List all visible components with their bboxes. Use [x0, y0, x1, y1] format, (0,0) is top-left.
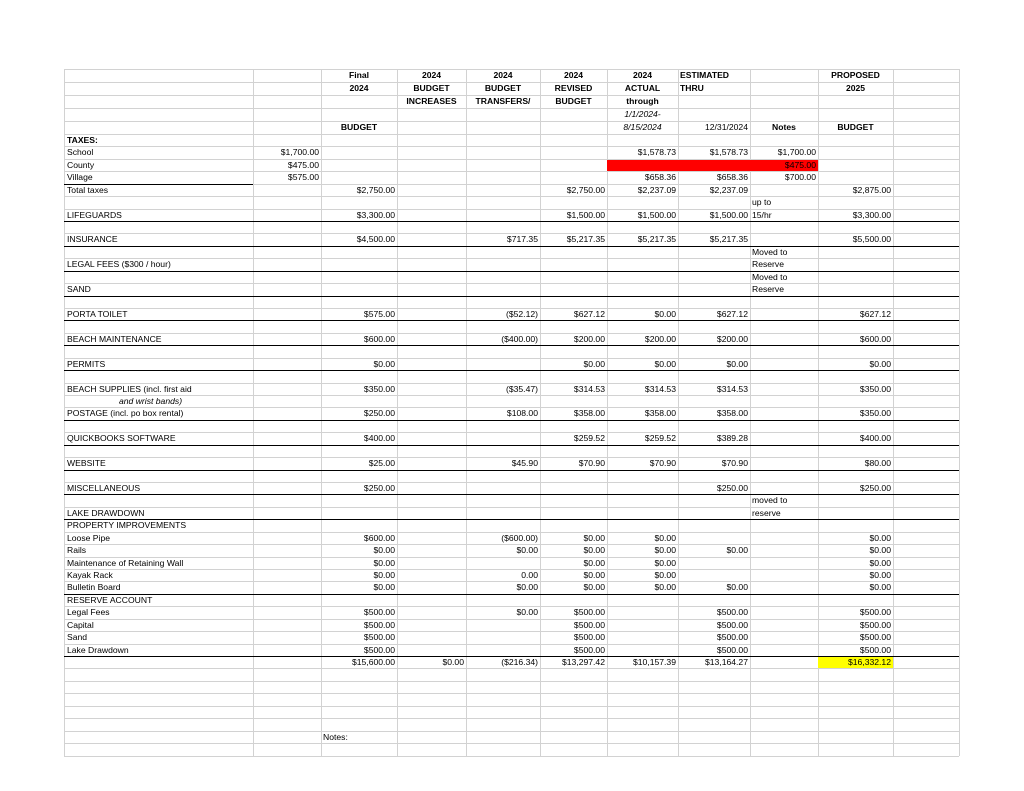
line-item-label: BEACH MAINTENANCE	[67, 333, 162, 344]
line-item-proposed: $80.00	[864, 458, 891, 469]
grid-line-vertical	[818, 69, 819, 756]
line-item-proposed: $2,875.00	[852, 184, 891, 195]
tax-pre: $475.00	[287, 159, 319, 170]
header-actual_through-line3: 1/1/2024-	[624, 109, 661, 119]
line-item-estimated: $250.00	[716, 483, 748, 494]
line-item-transfers: ($35.47)	[505, 383, 538, 394]
grid-line-vertical	[607, 69, 608, 756]
line-item-revised: $5,217.35	[566, 234, 605, 245]
tax-label: Village	[67, 172, 93, 183]
line-item-revised: $0.00	[583, 582, 605, 593]
line-item-transfers: $0.00	[516, 545, 538, 556]
line-item-proposed: $350.00	[859, 408, 891, 419]
line-item-label: INSURANCE	[67, 234, 118, 245]
header-estimated_thru-line1: THRU	[680, 83, 704, 93]
beach-maintenance-rule	[64, 345, 959, 346]
header-budget_transfers-line1: BUDGET	[484, 83, 522, 93]
tax-actual: $1,578.73	[637, 147, 676, 158]
line-item-revised: $1,500.00	[566, 209, 605, 220]
line-item-notes: moved to	[752, 495, 788, 506]
line-item-revised: $2,750.00	[566, 184, 605, 195]
tax-notes: $475.00	[784, 159, 816, 170]
line-item-revised: $0.00	[583, 545, 605, 556]
grid-line-vertical	[397, 69, 398, 756]
header-budget_increases-line2: INCREASES	[406, 96, 457, 106]
header-budget_increases-line1: BUDGET	[413, 83, 450, 93]
line-item-proposed: $5,500.00	[852, 234, 891, 245]
line-item-label: PERMITS	[67, 358, 106, 369]
line-item-label: Lake Drawdown	[67, 644, 129, 655]
header-final_2024-line0: Final	[348, 70, 370, 80]
grand-total-final: $15,600.00	[351, 657, 395, 668]
grid-line-vertical	[64, 69, 65, 756]
line-item-proposed: $500.00	[859, 619, 891, 630]
line-item-final: $25.00	[368, 458, 395, 469]
header-revised_budget-line0: 2024	[563, 70, 584, 80]
line-item-final: $600.00	[363, 532, 395, 543]
line-item-actual: $200.00	[644, 333, 676, 344]
grid-line-horizontal	[64, 743, 959, 744]
tax-actual: $658.36	[644, 172, 676, 183]
header-proposed_2025-line1: 2025	[845, 83, 866, 93]
grid-line-vertical	[959, 69, 960, 756]
line-item-proposed: $500.00	[859, 632, 891, 643]
line-item-estimated: $0.00	[726, 358, 748, 369]
line-item-final: $250.00	[363, 408, 395, 419]
line-item-estimated: $314.53	[716, 383, 748, 394]
line-item-notes: 15/hr	[752, 209, 772, 220]
line-item-label: Rails	[67, 545, 87, 556]
line-item-revised: $259.52	[573, 433, 605, 444]
line-item-label: Total taxes	[67, 184, 109, 195]
header-proposed_2025-line0: PROPOSED	[831, 70, 880, 80]
line-item-estimated: $2,237.09	[709, 184, 748, 195]
line-item-final: $250.00	[363, 483, 395, 494]
line-item-final: $0.00	[373, 570, 395, 581]
grid-line-horizontal	[64, 706, 959, 707]
line-item-estimated: $500.00	[716, 632, 748, 643]
line-item-proposed: $0.00	[869, 557, 891, 568]
grid-line-vertical	[321, 69, 322, 756]
line-item-label: QUICKBOOKS SOFTWARE	[67, 433, 176, 444]
line-item-actual: $259.52	[644, 433, 676, 444]
lifeguards-rule	[64, 221, 959, 222]
grid-line-horizontal	[64, 693, 959, 694]
line-item-estimated: $1,500.00	[709, 209, 748, 220]
line-item-estimated: $389.28	[716, 433, 748, 444]
line-item-actual: $0.00	[654, 582, 676, 593]
line-item-revised: $500.00	[573, 644, 605, 655]
line-item-revised: $0.00	[583, 358, 605, 369]
line-item-label: BEACH SUPPLIES (incl. first aid	[67, 383, 192, 394]
line-item-estimated: $0.00	[726, 545, 748, 556]
line-item-proposed: $600.00	[859, 333, 891, 344]
line-item-actual: $0.00	[654, 358, 676, 369]
postage-rule	[64, 420, 959, 421]
line-item-actual: $1,500.00	[637, 209, 676, 220]
line-item-final: $500.00	[363, 619, 395, 630]
line-item-revised: $314.53	[573, 383, 605, 394]
line-item-transfers: ($600.00)	[501, 532, 538, 543]
line-item-label: Bulletin Board	[67, 582, 121, 593]
misc-rule	[64, 494, 959, 495]
totals-rule	[64, 656, 959, 657]
grid-line-horizontal	[64, 731, 959, 732]
line-item-label: SAND	[67, 284, 91, 295]
line-item-notes: Reserve	[752, 259, 784, 270]
header-estimated_thru-line4: 12/31/2024	[704, 122, 748, 132]
line-item-label: Maintenance of Retaining Wall	[67, 557, 184, 568]
line-item-transfers: $108.00	[506, 408, 538, 419]
header-actual_through-line2: through	[626, 96, 659, 106]
line-item-proposed: $0.00	[869, 545, 891, 556]
line-item-estimated: $358.00	[716, 408, 748, 419]
header-budget_transfers-line2: TRANSFERS/	[475, 96, 531, 106]
tax-notes: $1,700.00	[777, 147, 816, 158]
line-item-label: PROPERTY IMPROVEMENTS	[67, 520, 187, 531]
tax-notes: $700.00	[784, 172, 816, 183]
line-item-label: POSTAGE (incl. po box rental)	[67, 408, 184, 419]
line-item-revised: $358.00	[573, 408, 605, 419]
grid-line-vertical	[540, 69, 541, 756]
insurance-rule	[64, 246, 959, 247]
line-item-proposed: $500.00	[859, 644, 891, 655]
header-budget_transfers-line0: 2024	[493, 70, 513, 80]
line-item-revised: $627.12	[573, 309, 605, 320]
line-item-label: MISCELLANEOUS	[67, 483, 141, 494]
line-item-final: $500.00	[363, 607, 395, 618]
line-item-actual: $0.00	[654, 570, 676, 581]
tax-label: County	[67, 159, 95, 170]
line-item-estimated: $500.00	[716, 619, 748, 630]
line-item-transfers: $45.90	[511, 458, 538, 469]
line-item-proposed: $0.00	[869, 582, 891, 593]
grid-line-vertical	[678, 69, 679, 756]
tax-label: School	[67, 147, 94, 158]
header-budget_increases-line0: 2024	[421, 70, 442, 80]
header-estimated_thru-line0: ESTIMATED	[680, 70, 730, 80]
header-actual_through-line1: ACTUAL	[624, 83, 661, 93]
line-item-label: RESERVE ACCOUNT	[67, 594, 153, 605]
line-item-final: $0.00	[373, 545, 395, 556]
tax-estimated: $658.36	[716, 172, 748, 183]
line-item-label: LEGAL FEES ($300 / hour)	[67, 259, 171, 270]
line-item-final: $500.00	[363, 632, 395, 643]
line-item-transfers: ($52.12)	[505, 309, 538, 320]
line-item-final: $600.00	[363, 333, 395, 344]
line-item-label: PORTA TOILET	[67, 309, 128, 320]
grand-total-estimated: $13,164.27	[704, 657, 748, 668]
line-item-revised: $500.00	[573, 619, 605, 630]
line-item-revised: $500.00	[573, 607, 605, 618]
line-item-label: Capital	[67, 619, 94, 630]
lake-drawdown-rule	[64, 519, 959, 520]
line-item-estimated: $200.00	[716, 333, 748, 344]
header-notes-line4: Notes	[772, 122, 796, 132]
grid-line-horizontal	[64, 756, 959, 757]
header-revised_budget-line2: BUDGET	[555, 96, 592, 106]
line-item-label: WEBSITE	[67, 458, 106, 469]
line-item-final: $4,500.00	[356, 234, 395, 245]
line-item-estimated: $70.90	[721, 458, 748, 469]
line-item-proposed: $3,300.00	[852, 209, 891, 220]
taxes-section-label: TAXES:	[67, 135, 98, 145]
line-item-notes: Reserve	[752, 284, 784, 295]
line-item-final: $0.00	[373, 582, 395, 593]
line-item-actual: $314.53	[644, 383, 676, 394]
tax-pre: $1,700.00	[280, 147, 319, 158]
line-item-final: $350.00	[363, 383, 395, 394]
line-item-revised: $200.00	[573, 333, 605, 344]
reserve-account-rule	[64, 594, 959, 595]
line-item-label: Legal Fees	[67, 607, 110, 618]
line-item-actual: $0.00	[654, 532, 676, 543]
line-item-revised: $70.90	[578, 458, 605, 469]
line-item-label: LIFEGUARDS	[67, 209, 122, 220]
line-item-proposed: $400.00	[859, 433, 891, 444]
line-item-notes: Moved to	[752, 271, 788, 282]
line-item-actual: $0.00	[654, 309, 676, 320]
grand-total-proposed: $16,332.12	[847, 657, 891, 668]
header-final_2024-line1: 2024	[349, 83, 369, 93]
header-actual_through-line0: 2024	[632, 70, 653, 80]
grand-total-transfers: ($216.34)	[501, 657, 538, 668]
line-item-actual: $5,217.35	[637, 234, 676, 245]
line-item-estimated: $500.00	[716, 644, 748, 655]
line-item-proposed: $0.00	[869, 570, 891, 581]
grand-total-actual: $10,157.39	[632, 657, 676, 668]
grid-line-horizontal	[64, 108, 959, 109]
line-item-revised: $500.00	[573, 632, 605, 643]
line-item-transfers: $0.00	[516, 582, 538, 593]
line-item-estimated: $5,217.35	[709, 234, 748, 245]
line-item-transfers: $0.00	[516, 607, 538, 618]
line-item-final: $0.00	[373, 557, 395, 568]
grid-line-horizontal	[64, 718, 959, 719]
line-item-transfers: 0.00	[521, 570, 538, 581]
line-item-final: $400.00	[363, 433, 395, 444]
grid-line-vertical	[750, 69, 751, 756]
header-revised_budget-line1: REVISED	[554, 83, 593, 93]
quickbooks-rule	[64, 445, 959, 446]
header-proposed_2025-line4: BUDGET	[837, 122, 874, 132]
footer-notes-label: Notes:	[323, 731, 348, 742]
line-item-final: $3,300.00	[356, 209, 395, 220]
line-item-actual: $2,237.09	[637, 184, 676, 195]
grand-total-revised: $13,297.42	[561, 657, 605, 668]
line-item-label-continued: and wrist bands)	[119, 396, 183, 407]
grid-line-vertical	[466, 69, 467, 756]
line-item-proposed: $0.00	[869, 532, 891, 543]
line-item-final: $0.00	[373, 358, 395, 369]
permits-rule	[64, 370, 959, 371]
total-taxes-rule	[64, 184, 253, 185]
line-item-notes: reserve	[752, 507, 781, 518]
line-item-estimated: $500.00	[716, 607, 748, 618]
line-item-label: Sand	[67, 632, 88, 643]
line-item-estimated: $627.12	[716, 309, 748, 320]
line-item-label: Kayak Rack	[67, 570, 113, 581]
line-item-revised: $0.00	[583, 570, 605, 581]
porta-toilet-rule	[64, 320, 959, 321]
line-item-transfers: $717.35	[506, 234, 538, 245]
tax-pre: $575.00	[287, 172, 319, 183]
tax-estimated: $1,578.73	[709, 147, 748, 158]
line-item-final: $2,750.00	[356, 184, 395, 195]
line-item-actual: $358.00	[644, 408, 676, 419]
line-item-final: $575.00	[363, 309, 395, 320]
grid-line-horizontal	[64, 196, 959, 197]
grid-line-vertical	[893, 69, 894, 756]
line-item-revised: $0.00	[583, 532, 605, 543]
line-item-actual: $0.00	[654, 545, 676, 556]
line-item-actual: $70.90	[649, 458, 676, 469]
line-item-actual: $0.00	[654, 557, 676, 568]
line-item-proposed: $250.00	[859, 483, 891, 494]
header-actual_through-line4: 8/15/2024	[623, 122, 662, 132]
line-item-proposed: $350.00	[859, 383, 891, 394]
line-item-label: LAKE DRAWDOWN	[67, 507, 145, 518]
sand-rule	[64, 296, 959, 297]
line-item-proposed: $0.00	[869, 358, 891, 369]
line-item-proposed: $627.12	[859, 309, 891, 320]
line-item-revised: $0.00	[583, 557, 605, 568]
line-item-proposed: $500.00	[859, 607, 891, 618]
line-item-notes: up to	[752, 197, 772, 208]
line-item-estimated: $0.00	[726, 582, 748, 593]
grand-total-increases: $0.00	[442, 657, 464, 668]
website-rule	[64, 470, 959, 471]
line-item-final: $500.00	[363, 644, 395, 655]
line-item-label: Loose Pipe	[67, 532, 111, 543]
line-item-notes: Moved to	[752, 246, 788, 257]
line-item-transfers: ($400.00)	[501, 333, 538, 344]
header-final_2024-line4: BUDGET	[340, 122, 378, 132]
grid-line-horizontal	[64, 681, 959, 682]
legal-fees-rule	[64, 271, 959, 272]
